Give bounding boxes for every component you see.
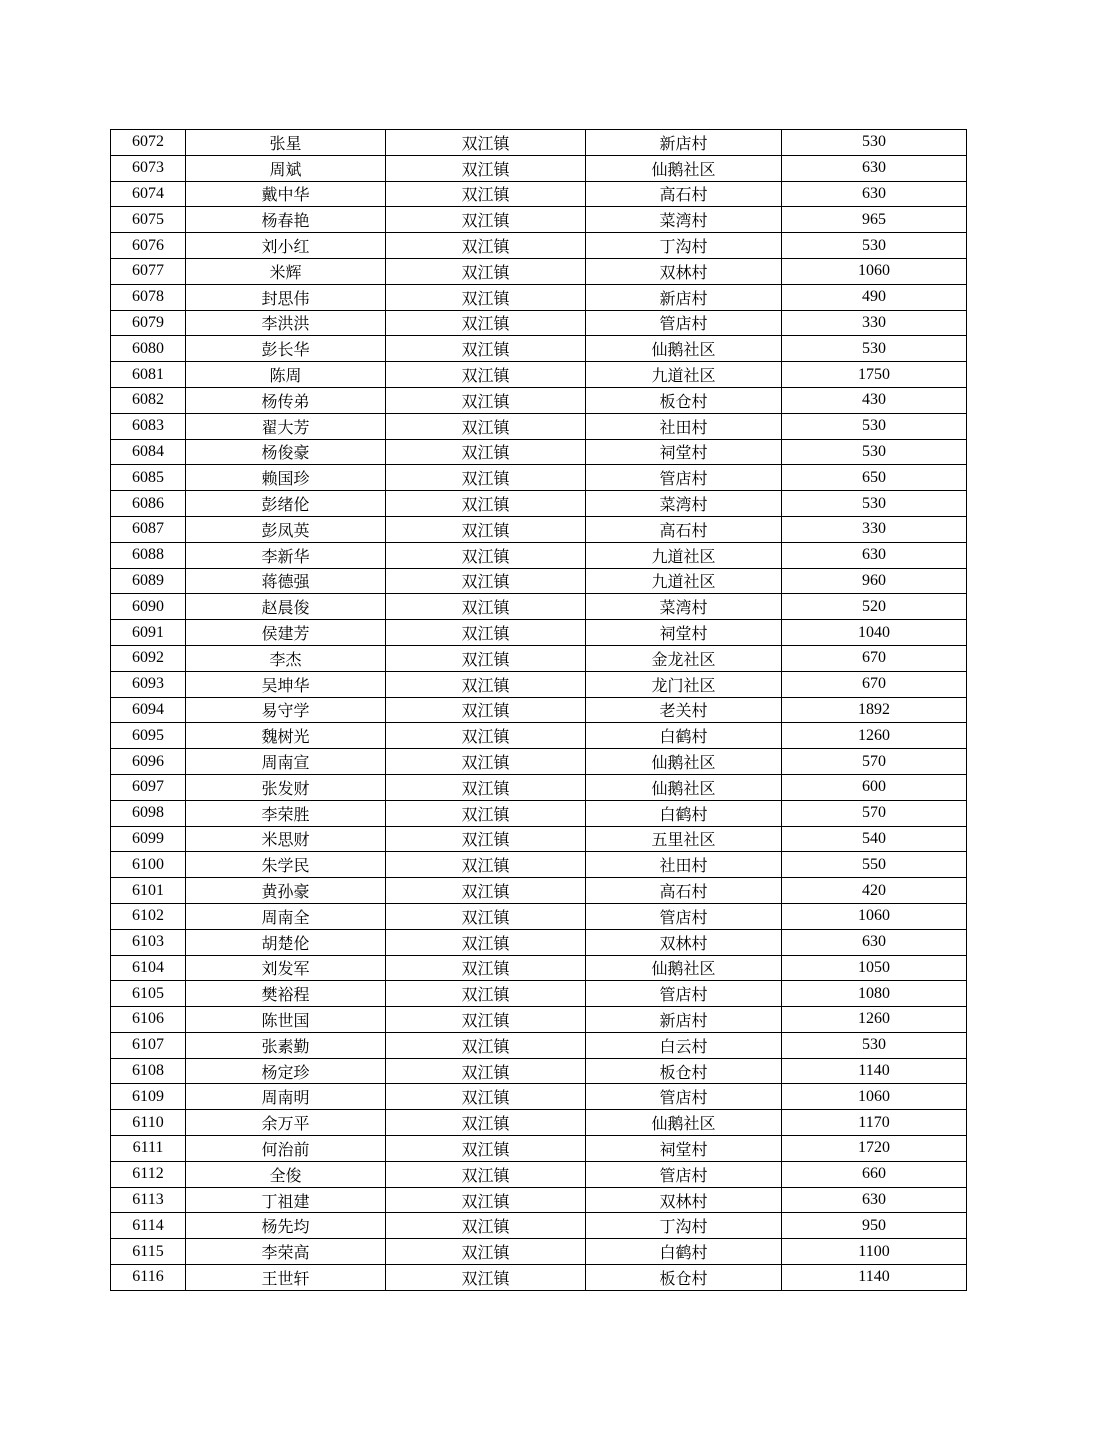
cell-name: 张星	[186, 130, 386, 156]
table-row	[111, 878, 967, 904]
table-row	[111, 1213, 967, 1239]
table-row	[111, 439, 967, 465]
cell-town: 双江镇	[386, 1007, 586, 1033]
cell-town: 双江镇	[386, 362, 586, 388]
table-row	[111, 310, 967, 336]
cell-id: 6109	[111, 1084, 186, 1110]
table-row	[111, 387, 967, 413]
table-row	[111, 1187, 967, 1213]
cell-village: 金龙社区	[586, 645, 782, 671]
cell-amount: 550	[782, 852, 967, 878]
table-row	[111, 671, 967, 697]
cell-village: 菜湾村	[586, 594, 782, 620]
cell-id: 6074	[111, 181, 186, 207]
cell-amount: 330	[782, 310, 967, 336]
cell-village: 板仓村	[586, 387, 782, 413]
cell-id: 6107	[111, 1032, 186, 1058]
cell-amount: 1720	[782, 1136, 967, 1162]
cell-name: 蒋德强	[186, 568, 386, 594]
cell-name: 翟大芳	[186, 413, 386, 439]
cell-village: 仙鹅社区	[586, 1110, 782, 1136]
cell-village: 新店村	[586, 130, 782, 156]
table-row	[111, 826, 967, 852]
cell-id: 6102	[111, 903, 186, 929]
table-row	[111, 542, 967, 568]
cell-town: 双江镇	[386, 465, 586, 491]
cell-town: 双江镇	[386, 749, 586, 775]
cell-amount: 330	[782, 516, 967, 542]
cell-village: 龙门社区	[586, 671, 782, 697]
cell-town: 双江镇	[386, 491, 586, 517]
cell-name: 陈周	[186, 362, 386, 388]
cell-amount: 540	[782, 826, 967, 852]
cell-id: 6080	[111, 336, 186, 362]
cell-village: 祠堂村	[586, 439, 782, 465]
cell-amount: 650	[782, 465, 967, 491]
cell-town: 双江镇	[386, 878, 586, 904]
cell-village: 九道社区	[586, 542, 782, 568]
cell-town: 双江镇	[386, 697, 586, 723]
cell-town: 双江镇	[386, 1084, 586, 1110]
cell-town: 双江镇	[386, 207, 586, 233]
cell-town: 双江镇	[386, 903, 586, 929]
cell-town: 双江镇	[386, 568, 586, 594]
cell-village: 管店村	[586, 310, 782, 336]
table-row	[111, 258, 967, 284]
cell-town: 双江镇	[386, 542, 586, 568]
cell-id: 6101	[111, 878, 186, 904]
cell-id: 6090	[111, 594, 186, 620]
cell-amount: 630	[782, 542, 967, 568]
cell-id: 6095	[111, 723, 186, 749]
cell-id: 6072	[111, 130, 186, 156]
roster-table	[110, 129, 967, 1291]
cell-village: 双林村	[586, 1187, 782, 1213]
table-row	[111, 362, 967, 388]
cell-name: 王世轩	[186, 1265, 386, 1291]
cell-name: 李荣高	[186, 1239, 386, 1265]
cell-amount: 530	[782, 130, 967, 156]
cell-town: 双江镇	[386, 155, 586, 181]
table-row	[111, 1007, 967, 1033]
cell-town: 双江镇	[386, 645, 586, 671]
cell-name: 陈世国	[186, 1007, 386, 1033]
cell-id: 6092	[111, 645, 186, 671]
cell-amount: 965	[782, 207, 967, 233]
cell-town: 双江镇	[386, 800, 586, 826]
cell-town: 双江镇	[386, 826, 586, 852]
cell-id: 6073	[111, 155, 186, 181]
cell-amount: 1040	[782, 620, 967, 646]
cell-village: 高石村	[586, 516, 782, 542]
cell-name: 何治前	[186, 1136, 386, 1162]
cell-town: 双江镇	[386, 284, 586, 310]
cell-name: 易守学	[186, 697, 386, 723]
cell-id: 6091	[111, 620, 186, 646]
cell-id: 6086	[111, 491, 186, 517]
cell-id: 6088	[111, 542, 186, 568]
cell-village: 板仓村	[586, 1265, 782, 1291]
table-row	[111, 413, 967, 439]
cell-id: 6098	[111, 800, 186, 826]
cell-id: 6100	[111, 852, 186, 878]
cell-village: 管店村	[586, 465, 782, 491]
cell-amount: 1060	[782, 1084, 967, 1110]
cell-town: 双江镇	[386, 1032, 586, 1058]
table-row	[111, 336, 967, 362]
cell-amount: 530	[782, 491, 967, 517]
cell-village: 白鹤村	[586, 1239, 782, 1265]
cell-amount: 960	[782, 568, 967, 594]
cell-town: 双江镇	[386, 181, 586, 207]
cell-amount: 1100	[782, 1239, 967, 1265]
cell-amount: 530	[782, 233, 967, 259]
cell-town: 双江镇	[386, 439, 586, 465]
cell-name: 赵晨俊	[186, 594, 386, 620]
cell-village: 丁沟村	[586, 233, 782, 259]
cell-amount: 1892	[782, 697, 967, 723]
table-row	[111, 233, 967, 259]
table-row	[111, 465, 967, 491]
cell-town: 双江镇	[386, 774, 586, 800]
cell-name: 杨俊豪	[186, 439, 386, 465]
table-row	[111, 645, 967, 671]
cell-name: 彭绪伦	[186, 491, 386, 517]
cell-town: 双江镇	[386, 233, 586, 259]
cell-name: 彭凤英	[186, 516, 386, 542]
cell-name: 封思伟	[186, 284, 386, 310]
cell-name: 周斌	[186, 155, 386, 181]
cell-amount: 660	[782, 1161, 967, 1187]
table-row	[111, 1265, 967, 1291]
cell-village: 菜湾村	[586, 491, 782, 517]
cell-amount: 630	[782, 155, 967, 181]
table-row	[111, 1136, 967, 1162]
cell-village: 白鹤村	[586, 723, 782, 749]
cell-name: 侯建芳	[186, 620, 386, 646]
cell-name: 周南全	[186, 903, 386, 929]
table-row	[111, 852, 967, 878]
table-row	[111, 800, 967, 826]
cell-town: 双江镇	[386, 723, 586, 749]
cell-village: 管店村	[586, 1084, 782, 1110]
cell-town: 双江镇	[386, 620, 586, 646]
cell-name: 刘发军	[186, 955, 386, 981]
cell-village: 白云村	[586, 1032, 782, 1058]
cell-amount: 630	[782, 181, 967, 207]
table-row	[111, 491, 967, 517]
cell-village: 板仓村	[586, 1058, 782, 1084]
table-row	[111, 749, 967, 775]
cell-amount: 530	[782, 1032, 967, 1058]
cell-village: 社田村	[586, 413, 782, 439]
cell-village: 新店村	[586, 1007, 782, 1033]
cell-amount: 1050	[782, 955, 967, 981]
cell-amount: 1140	[782, 1265, 967, 1291]
cell-amount: 530	[782, 413, 967, 439]
cell-village: 管店村	[586, 981, 782, 1007]
table-row	[111, 697, 967, 723]
table-row	[111, 903, 967, 929]
cell-town: 双江镇	[386, 336, 586, 362]
cell-village: 祠堂村	[586, 1136, 782, 1162]
cell-amount: 630	[782, 1187, 967, 1213]
cell-id: 6085	[111, 465, 186, 491]
cell-amount: 430	[782, 387, 967, 413]
cell-name: 李洪洪	[186, 310, 386, 336]
cell-town: 双江镇	[386, 130, 586, 156]
cell-id: 6083	[111, 413, 186, 439]
table-row	[111, 1110, 967, 1136]
cell-amount: 490	[782, 284, 967, 310]
cell-id: 6111	[111, 1136, 186, 1162]
cell-village: 双林村	[586, 258, 782, 284]
table-row	[111, 516, 967, 542]
cell-id: 6116	[111, 1265, 186, 1291]
cell-amount: 570	[782, 800, 967, 826]
cell-town: 双江镇	[386, 1239, 586, 1265]
cell-name: 李新华	[186, 542, 386, 568]
cell-amount: 1170	[782, 1110, 967, 1136]
cell-name: 胡楚伦	[186, 929, 386, 955]
cell-name: 彭长华	[186, 336, 386, 362]
cell-id: 6089	[111, 568, 186, 594]
cell-id: 6094	[111, 697, 186, 723]
table-row	[111, 130, 967, 156]
cell-id: 6105	[111, 981, 186, 1007]
table-row	[111, 1058, 967, 1084]
cell-amount: 530	[782, 336, 967, 362]
cell-amount: 1750	[782, 362, 967, 388]
cell-village: 仙鹅社区	[586, 774, 782, 800]
cell-name: 全俊	[186, 1161, 386, 1187]
cell-village: 社田村	[586, 852, 782, 878]
cell-id: 6079	[111, 310, 186, 336]
table-row	[111, 723, 967, 749]
cell-amount: 1260	[782, 723, 967, 749]
cell-amount: 950	[782, 1213, 967, 1239]
cell-town: 双江镇	[386, 310, 586, 336]
cell-amount: 670	[782, 645, 967, 671]
cell-village: 仙鹅社区	[586, 155, 782, 181]
cell-id: 6097	[111, 774, 186, 800]
cell-village: 新店村	[586, 284, 782, 310]
cell-town: 双江镇	[386, 258, 586, 284]
cell-town: 双江镇	[386, 929, 586, 955]
cell-name: 魏树光	[186, 723, 386, 749]
cell-id: 6113	[111, 1187, 186, 1213]
cell-town: 双江镇	[386, 1161, 586, 1187]
cell-town: 双江镇	[386, 387, 586, 413]
table-row	[111, 594, 967, 620]
cell-amount: 1060	[782, 258, 967, 284]
cell-name: 米辉	[186, 258, 386, 284]
cell-town: 双江镇	[386, 1187, 586, 1213]
cell-village: 九道社区	[586, 362, 782, 388]
cell-village: 五里社区	[586, 826, 782, 852]
table-row	[111, 774, 967, 800]
cell-id: 6082	[111, 387, 186, 413]
cell-name: 张素勤	[186, 1032, 386, 1058]
cell-town: 双江镇	[386, 1213, 586, 1239]
cell-name: 吴坤华	[186, 671, 386, 697]
cell-name: 黄孙豪	[186, 878, 386, 904]
cell-village: 白鹤村	[586, 800, 782, 826]
table-row	[111, 1032, 967, 1058]
cell-name: 张发财	[186, 774, 386, 800]
cell-name: 戴中华	[186, 181, 386, 207]
cell-id: 6106	[111, 1007, 186, 1033]
cell-id: 6081	[111, 362, 186, 388]
cell-amount: 420	[782, 878, 967, 904]
cell-amount: 600	[782, 774, 967, 800]
cell-amount: 530	[782, 439, 967, 465]
cell-name: 杨定珍	[186, 1058, 386, 1084]
cell-name: 樊裕程	[186, 981, 386, 1007]
cell-town: 双江镇	[386, 516, 586, 542]
cell-village: 高石村	[586, 878, 782, 904]
table-row	[111, 568, 967, 594]
cell-amount: 570	[782, 749, 967, 775]
cell-village: 管店村	[586, 903, 782, 929]
cell-name: 米思财	[186, 826, 386, 852]
cell-town: 双江镇	[386, 1110, 586, 1136]
cell-town: 双江镇	[386, 852, 586, 878]
cell-id: 6087	[111, 516, 186, 542]
cell-name: 李荣胜	[186, 800, 386, 826]
cell-id: 6108	[111, 1058, 186, 1084]
cell-village: 双林村	[586, 929, 782, 955]
cell-village: 老关村	[586, 697, 782, 723]
table-row	[111, 955, 967, 981]
cell-id: 6084	[111, 439, 186, 465]
table-row	[111, 620, 967, 646]
cell-amount: 630	[782, 929, 967, 955]
cell-id: 6104	[111, 955, 186, 981]
cell-name: 余万平	[186, 1110, 386, 1136]
cell-id: 6077	[111, 258, 186, 284]
table-row	[111, 1161, 967, 1187]
cell-amount: 1060	[782, 903, 967, 929]
cell-town: 双江镇	[386, 1136, 586, 1162]
cell-name: 周南宣	[186, 749, 386, 775]
cell-name: 杨先均	[186, 1213, 386, 1239]
cell-town: 双江镇	[386, 955, 586, 981]
cell-town: 双江镇	[386, 1265, 586, 1291]
cell-id: 6103	[111, 929, 186, 955]
cell-village: 祠堂村	[586, 620, 782, 646]
cell-id: 6075	[111, 207, 186, 233]
cell-name: 朱学民	[186, 852, 386, 878]
cell-amount: 520	[782, 594, 967, 620]
cell-id: 6076	[111, 233, 186, 259]
cell-town: 双江镇	[386, 1058, 586, 1084]
cell-name: 周南明	[186, 1084, 386, 1110]
cell-amount: 1080	[782, 981, 967, 1007]
cell-name: 李杰	[186, 645, 386, 671]
cell-village: 丁沟村	[586, 1213, 782, 1239]
cell-id: 6114	[111, 1213, 186, 1239]
cell-name: 杨春艳	[186, 207, 386, 233]
cell-village: 仙鹅社区	[586, 749, 782, 775]
cell-town: 双江镇	[386, 594, 586, 620]
cell-town: 双江镇	[386, 981, 586, 1007]
cell-id: 6115	[111, 1239, 186, 1265]
cell-amount: 670	[782, 671, 967, 697]
table-body	[111, 130, 967, 1291]
cell-village: 九道社区	[586, 568, 782, 594]
cell-amount: 1260	[782, 1007, 967, 1033]
table-row	[111, 181, 967, 207]
cell-name: 刘小红	[186, 233, 386, 259]
cell-village: 菜湾村	[586, 207, 782, 233]
cell-amount: 1140	[782, 1058, 967, 1084]
cell-town: 双江镇	[386, 671, 586, 697]
cell-id: 6096	[111, 749, 186, 775]
cell-village: 仙鹅社区	[586, 955, 782, 981]
table-row	[111, 284, 967, 310]
cell-name: 丁祖建	[186, 1187, 386, 1213]
cell-village: 仙鹅社区	[586, 336, 782, 362]
table-row	[111, 1239, 967, 1265]
table-row	[111, 1084, 967, 1110]
cell-id: 6110	[111, 1110, 186, 1136]
cell-name: 赖国珍	[186, 465, 386, 491]
table-row	[111, 207, 967, 233]
cell-name: 杨传弟	[186, 387, 386, 413]
cell-village: 高石村	[586, 181, 782, 207]
table-row	[111, 155, 967, 181]
cell-id: 6093	[111, 671, 186, 697]
cell-id: 6099	[111, 826, 186, 852]
cell-village: 管店村	[586, 1161, 782, 1187]
table-row	[111, 981, 967, 1007]
table-row	[111, 929, 967, 955]
cell-town: 双江镇	[386, 413, 586, 439]
cell-id: 6112	[111, 1161, 186, 1187]
cell-id: 6078	[111, 284, 186, 310]
